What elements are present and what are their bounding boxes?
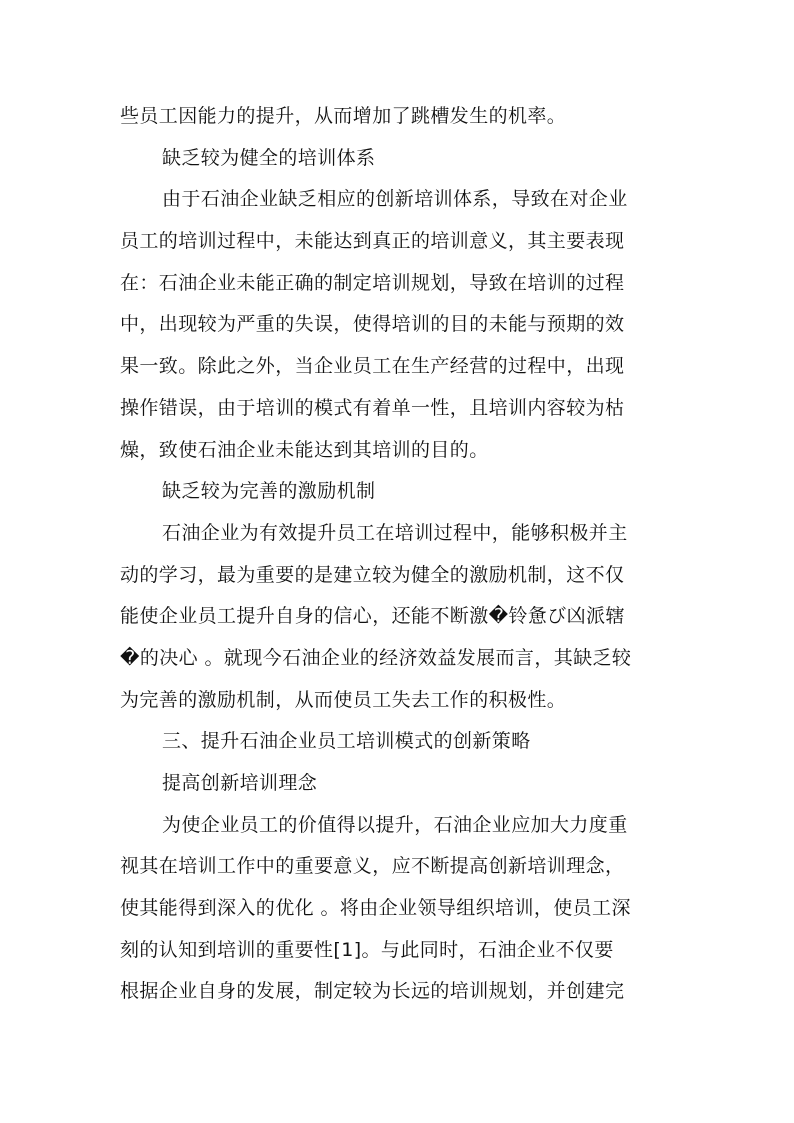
paragraph-line: 由于石油企业缺乏相应的创新培训体系，导致在对企业 xyxy=(162,188,628,211)
paragraph-line: 石油企业为有效提升员工在培训过程中，能够积极并主 xyxy=(162,521,628,544)
section-heading: 提高创新培训理念 xyxy=(162,772,318,794)
paragraph-line: �的决心 。就现今石油企业的经济效益发展而言，其缺乏较 xyxy=(120,646,632,669)
paragraph-line: 视其在培训工作中的重要意义，应不断提高创新培训理念， xyxy=(120,855,625,878)
paragraph-line: 为使企业员工的价值得以提升，石油企业应加大力度重 xyxy=(162,813,628,836)
section-heading: 缺乏较为完善的激励机制 xyxy=(162,480,376,503)
paragraph-line: 燥，致使石油企业未能达到其培训的目的。 xyxy=(120,438,489,461)
paragraph-line: 员工的培训过程中，未能达到真正的培训意义，其主要表现 xyxy=(120,230,625,253)
paragraph-line: 中，出现较为严重的失误，使得培训的目的未能与预期的效 xyxy=(120,313,625,336)
paragraph-line: 在：石油企业未能正确的制定培训规划，导致在培训的过程 xyxy=(120,271,625,294)
paragraph-line: 刻的认知到培训的重要性[1]。与此同时，石油企业不仅要 xyxy=(120,938,614,961)
paragraph-line: 能使企业员工提升自身的信心，还能不断激�铃惫び凶派辖 xyxy=(120,605,625,628)
paragraph-line: 操作错误，由于培训的模式有着单一性，且培训内容较为枯 xyxy=(120,396,625,419)
section-heading: 缺乏较为健全的培训体系 xyxy=(162,146,376,169)
paragraph-line: 些员工因能力的提升，从而增加了跳槽发生的机率。 xyxy=(120,105,567,127)
major-heading: 三、提升石油企业员工培训模式的创新策略 xyxy=(162,730,531,753)
paragraph-line: 为完善的激励机制，从而使员工失去工作的积极性。 xyxy=(120,688,567,711)
paragraph-line: 动的学习，最为重要的是建立较为健全的激励机制，这不仅 xyxy=(120,563,625,586)
body-text xyxy=(120,96,680,1013)
paragraph-line: 使其能得到深入的优化 。将由企业领导组织培训，使员工深 xyxy=(120,897,631,920)
paragraph-line: 果一致。除此之外，当企业员工在生产经营的过程中，出现 xyxy=(120,355,625,378)
paragraph-line: 根据企业自身的发展，制定较为长远的培训规划，并创建完 xyxy=(120,980,625,1003)
